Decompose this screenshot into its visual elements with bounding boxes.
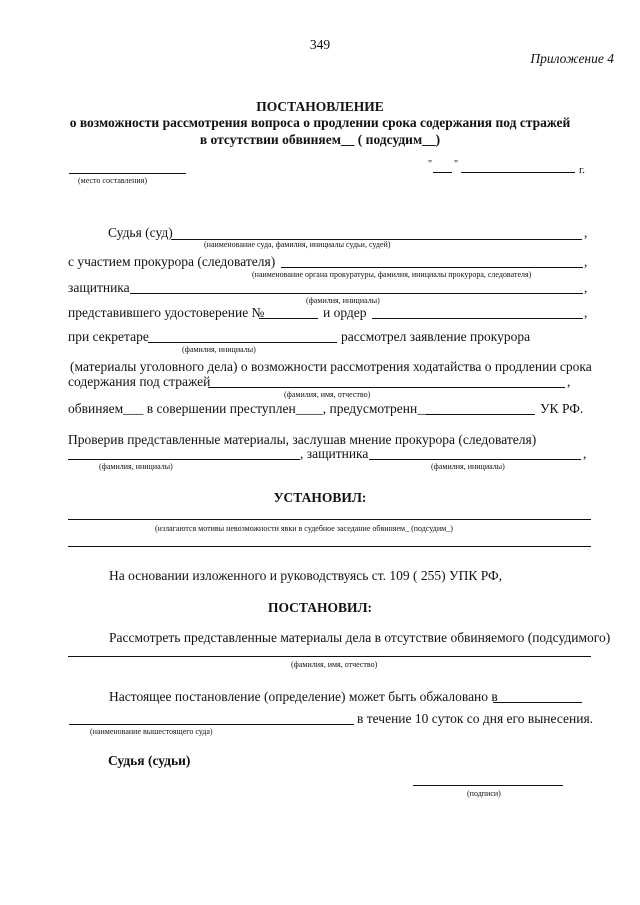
basis-text: На основании изложенного и руководствуясь ст. 109 ( 255) УПК РФ,	[109, 568, 503, 583]
comma: ,	[583, 446, 587, 461]
comma: ,	[584, 254, 588, 269]
resolved-heading: ПОСТАНОВИЛ:	[267, 600, 373, 615]
defender-field[interactable]	[130, 293, 583, 294]
judge-label: Судья (суд)	[108, 225, 173, 240]
date-quote-close: "	[454, 159, 459, 170]
materials-text-2: содержания под стражей	[68, 374, 211, 389]
consider-text: Рассмотреть представленные материалы дела в отсутствие обвиняемого (подсудимого)	[109, 630, 611, 645]
day-field[interactable]	[433, 172, 452, 173]
materials-text: (материалы уголовного дела) о возможности рассмотрения ходатайства о продлении срока	[70, 359, 592, 374]
month-year-field[interactable]	[461, 172, 575, 173]
order-field[interactable]	[372, 318, 583, 319]
higher-court-field-2[interactable]	[69, 724, 354, 725]
order-label: и ордер	[323, 305, 367, 320]
document-title: ПОСТАНОВЛЕНИЕ	[256, 99, 384, 114]
signature-field[interactable]	[413, 785, 563, 786]
page-number: 349	[309, 37, 331, 52]
comma: ,	[584, 280, 588, 295]
established-heading: УСТАНОВИЛ:	[273, 490, 367, 505]
appeal-hint: (наименование вышестоящего суда)	[90, 727, 213, 736]
checked-hint-left: (фамилия, инициалы)	[99, 462, 173, 471]
defender-hint: (фамилия, инициалы)	[306, 296, 380, 305]
checked-text: Проверив представленные материалы, заслушав мнение прокурора (следователя)	[68, 432, 537, 447]
uk-article-field[interactable]	[426, 414, 535, 415]
year-suffix: г.	[579, 164, 586, 176]
judge-hint: (наименование суда, фамилия, инициалы судьи, судей)	[204, 240, 391, 249]
consider-hint: (фамилия, имя, отчество)	[291, 660, 378, 669]
established-field-2[interactable]	[68, 546, 591, 547]
comma: ,	[584, 305, 588, 320]
considered-label: рассмотрел заявление прокурора	[341, 329, 531, 344]
uk-label: УК РФ.	[540, 401, 584, 416]
accused-full-name-field[interactable]	[68, 656, 591, 657]
prosecutor-name-field[interactable]	[68, 459, 300, 460]
appeal-period-text: в течение 10 суток со дня его вынесения.	[357, 711, 594, 726]
secretary-field[interactable]	[148, 342, 337, 343]
date-quote-open: "	[428, 159, 433, 170]
defender-label-2: , защитника	[300, 446, 369, 461]
document-subtitle: о возможности рассмотрения вопроса о продлении срока содержания под стражей	[69, 115, 571, 130]
appendix-label: Приложение 4	[530, 51, 614, 66]
accused-text: обвиняем___ в совершении преступлен____, предусмотренн___	[68, 401, 438, 416]
prosecutor-label: с участием прокурора (следователя)	[68, 254, 276, 269]
certificate-label: представившего удостоверение №	[68, 305, 265, 320]
comma: ,	[567, 374, 571, 389]
place-hint: (место составления)	[78, 176, 147, 185]
prosecutor-hint: (наименование органа прокуратуры, фамилия, инициалы прокурора, следователя)	[252, 270, 532, 279]
signature-hint: (подписи)	[467, 789, 501, 798]
higher-court-field[interactable]	[493, 702, 582, 703]
judge-signature-label: Судья (судьи)	[108, 753, 191, 768]
checked-hint-right: (фамилия, инициалы)	[431, 462, 505, 471]
defender-label: защитника	[68, 280, 130, 295]
defender-name-field[interactable]	[369, 459, 581, 460]
accused-name-field[interactable]	[208, 387, 565, 388]
place-field[interactable]	[69, 173, 186, 174]
secretary-hint: (фамилия, инициалы)	[182, 345, 256, 354]
document-subtitle-2: в отсутствии обвиняем__ ( подсудим__)	[199, 132, 441, 147]
appeal-text: Настоящее постановление (определение) может быть обжаловано в	[109, 689, 498, 704]
established-field[interactable]	[68, 519, 591, 520]
comma: ,	[584, 225, 588, 240]
established-hint: (излагаются мотивы невозможности явки в судебное заседание обвиняем_ (подсудим_)	[155, 524, 453, 533]
certificate-number-field[interactable]	[259, 318, 318, 319]
prosecutor-field[interactable]	[281, 267, 583, 268]
secretary-label: при секретаре	[68, 329, 149, 344]
materials-hint: (фамилия, имя, отчество)	[284, 390, 371, 399]
